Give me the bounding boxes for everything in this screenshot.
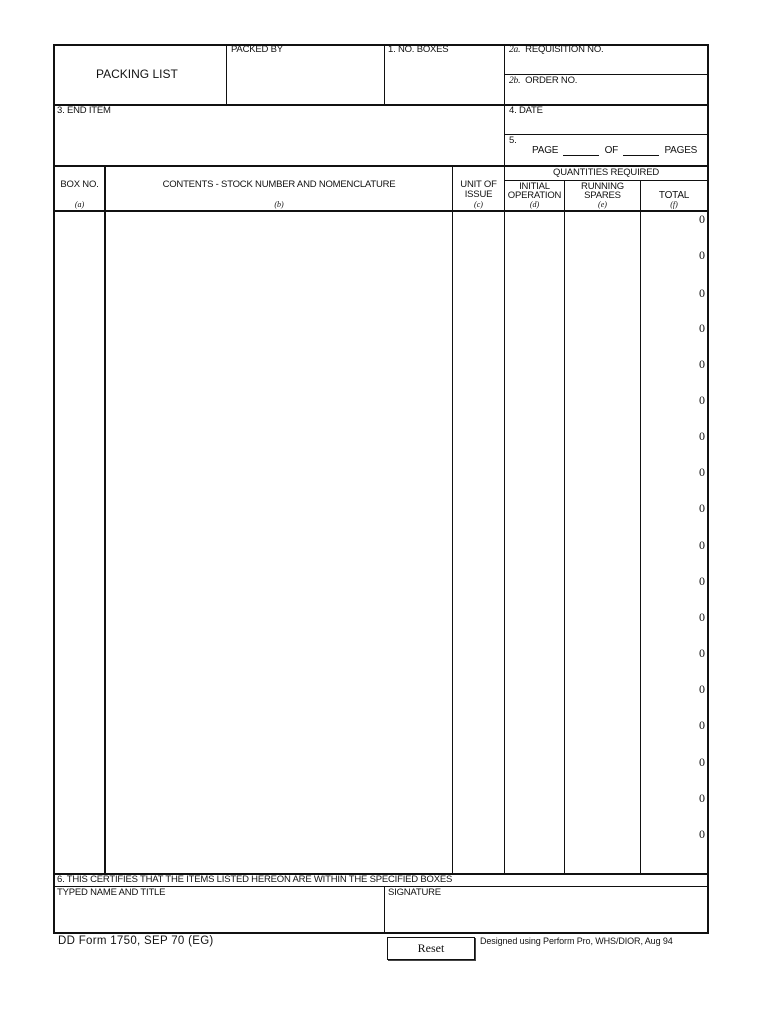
border-bottom (53, 932, 709, 934)
total-value[interactable]: 0 (699, 755, 705, 769)
border-right (707, 44, 709, 934)
running-spares-column[interactable] (565, 212, 640, 873)
page-of-pages: PAGE OF PAGES (532, 145, 698, 156)
page-blank (563, 146, 599, 156)
packed-by-label: PACKED BY (231, 44, 283, 55)
typed-name-label: TYPED NAME AND TITLE (57, 887, 166, 898)
total-value[interactable]: 0 (699, 718, 705, 732)
reset-button[interactable]: Reset (387, 937, 475, 960)
total-value[interactable]: 0 (699, 646, 705, 660)
total-value[interactable]: 0 (699, 393, 705, 407)
divider (504, 134, 708, 135)
requisition-label: 2a. REQUISITION NO. (509, 44, 604, 55)
pages-blank (623, 146, 659, 156)
total-value[interactable]: 0 (699, 682, 705, 696)
total-value[interactable]: 0 (699, 538, 705, 552)
total-value[interactable]: 0 (699, 465, 705, 479)
date-label: 4. DATE (509, 105, 543, 116)
col-initial-operation: INITIAL (519, 181, 550, 192)
total-value[interactable]: 0 (699, 248, 705, 262)
total-value[interactable]: 0 (699, 212, 705, 226)
total-value[interactable]: 0 (699, 574, 705, 588)
typed-name-field[interactable] (55, 898, 384, 932)
col-unit-of-issue: UNIT OF (460, 179, 497, 190)
divider (226, 44, 227, 105)
initial-operation-column[interactable] (505, 212, 564, 873)
quantities-required-label: QUANTITIES REQUIRED (553, 167, 659, 178)
col-contents: CONTENTS - STOCK NUMBER AND NOMENCLATURE (162, 179, 396, 190)
form-id: DD Form 1750, SEP 70 (EG) (58, 935, 214, 947)
total-value[interactable]: 0 (699, 827, 705, 841)
total-value[interactable]: 0 (699, 501, 705, 515)
total-value[interactable]: 0 (699, 791, 705, 805)
contents-column[interactable] (106, 212, 452, 873)
total-value[interactable]: 0 (699, 321, 705, 335)
no-boxes-label: 1. NO. BOXES (388, 44, 449, 55)
total-value[interactable]: 0 (699, 357, 705, 371)
end-item-label: 3. END ITEM (57, 105, 111, 116)
total-value[interactable]: 0 (699, 429, 705, 443)
unit-of-issue-column[interactable] (453, 212, 504, 873)
box-no-column[interactable] (55, 212, 104, 873)
signature-field[interactable] (385, 898, 707, 932)
divider (640, 180, 641, 874)
col-running-spares: RUNNING (581, 181, 624, 192)
designed-by: Designed using Perform Pro, WHS/DIOR, Aug 94 (480, 936, 673, 946)
form-title: PACKING LIST (96, 67, 178, 81)
col-total: TOTAL (658, 190, 690, 201)
border-top (53, 44, 709, 46)
divider (384, 44, 385, 105)
order-label: 2b. ORDER NO. (509, 75, 578, 86)
col-box-no: BOX NO. (60, 179, 99, 190)
signature-label: SIGNATURE (388, 887, 441, 898)
divider (53, 104, 709, 106)
total-value[interactable]: 0 (699, 286, 705, 300)
certification-text: 6. THIS CERTIFIES THAT THE ITEMS LISTED HEREON ARE WITHIN THE SPECIFIED BOXES (57, 874, 453, 885)
total-value[interactable]: 0 (699, 610, 705, 624)
page-number-label: 5. (509, 135, 517, 146)
